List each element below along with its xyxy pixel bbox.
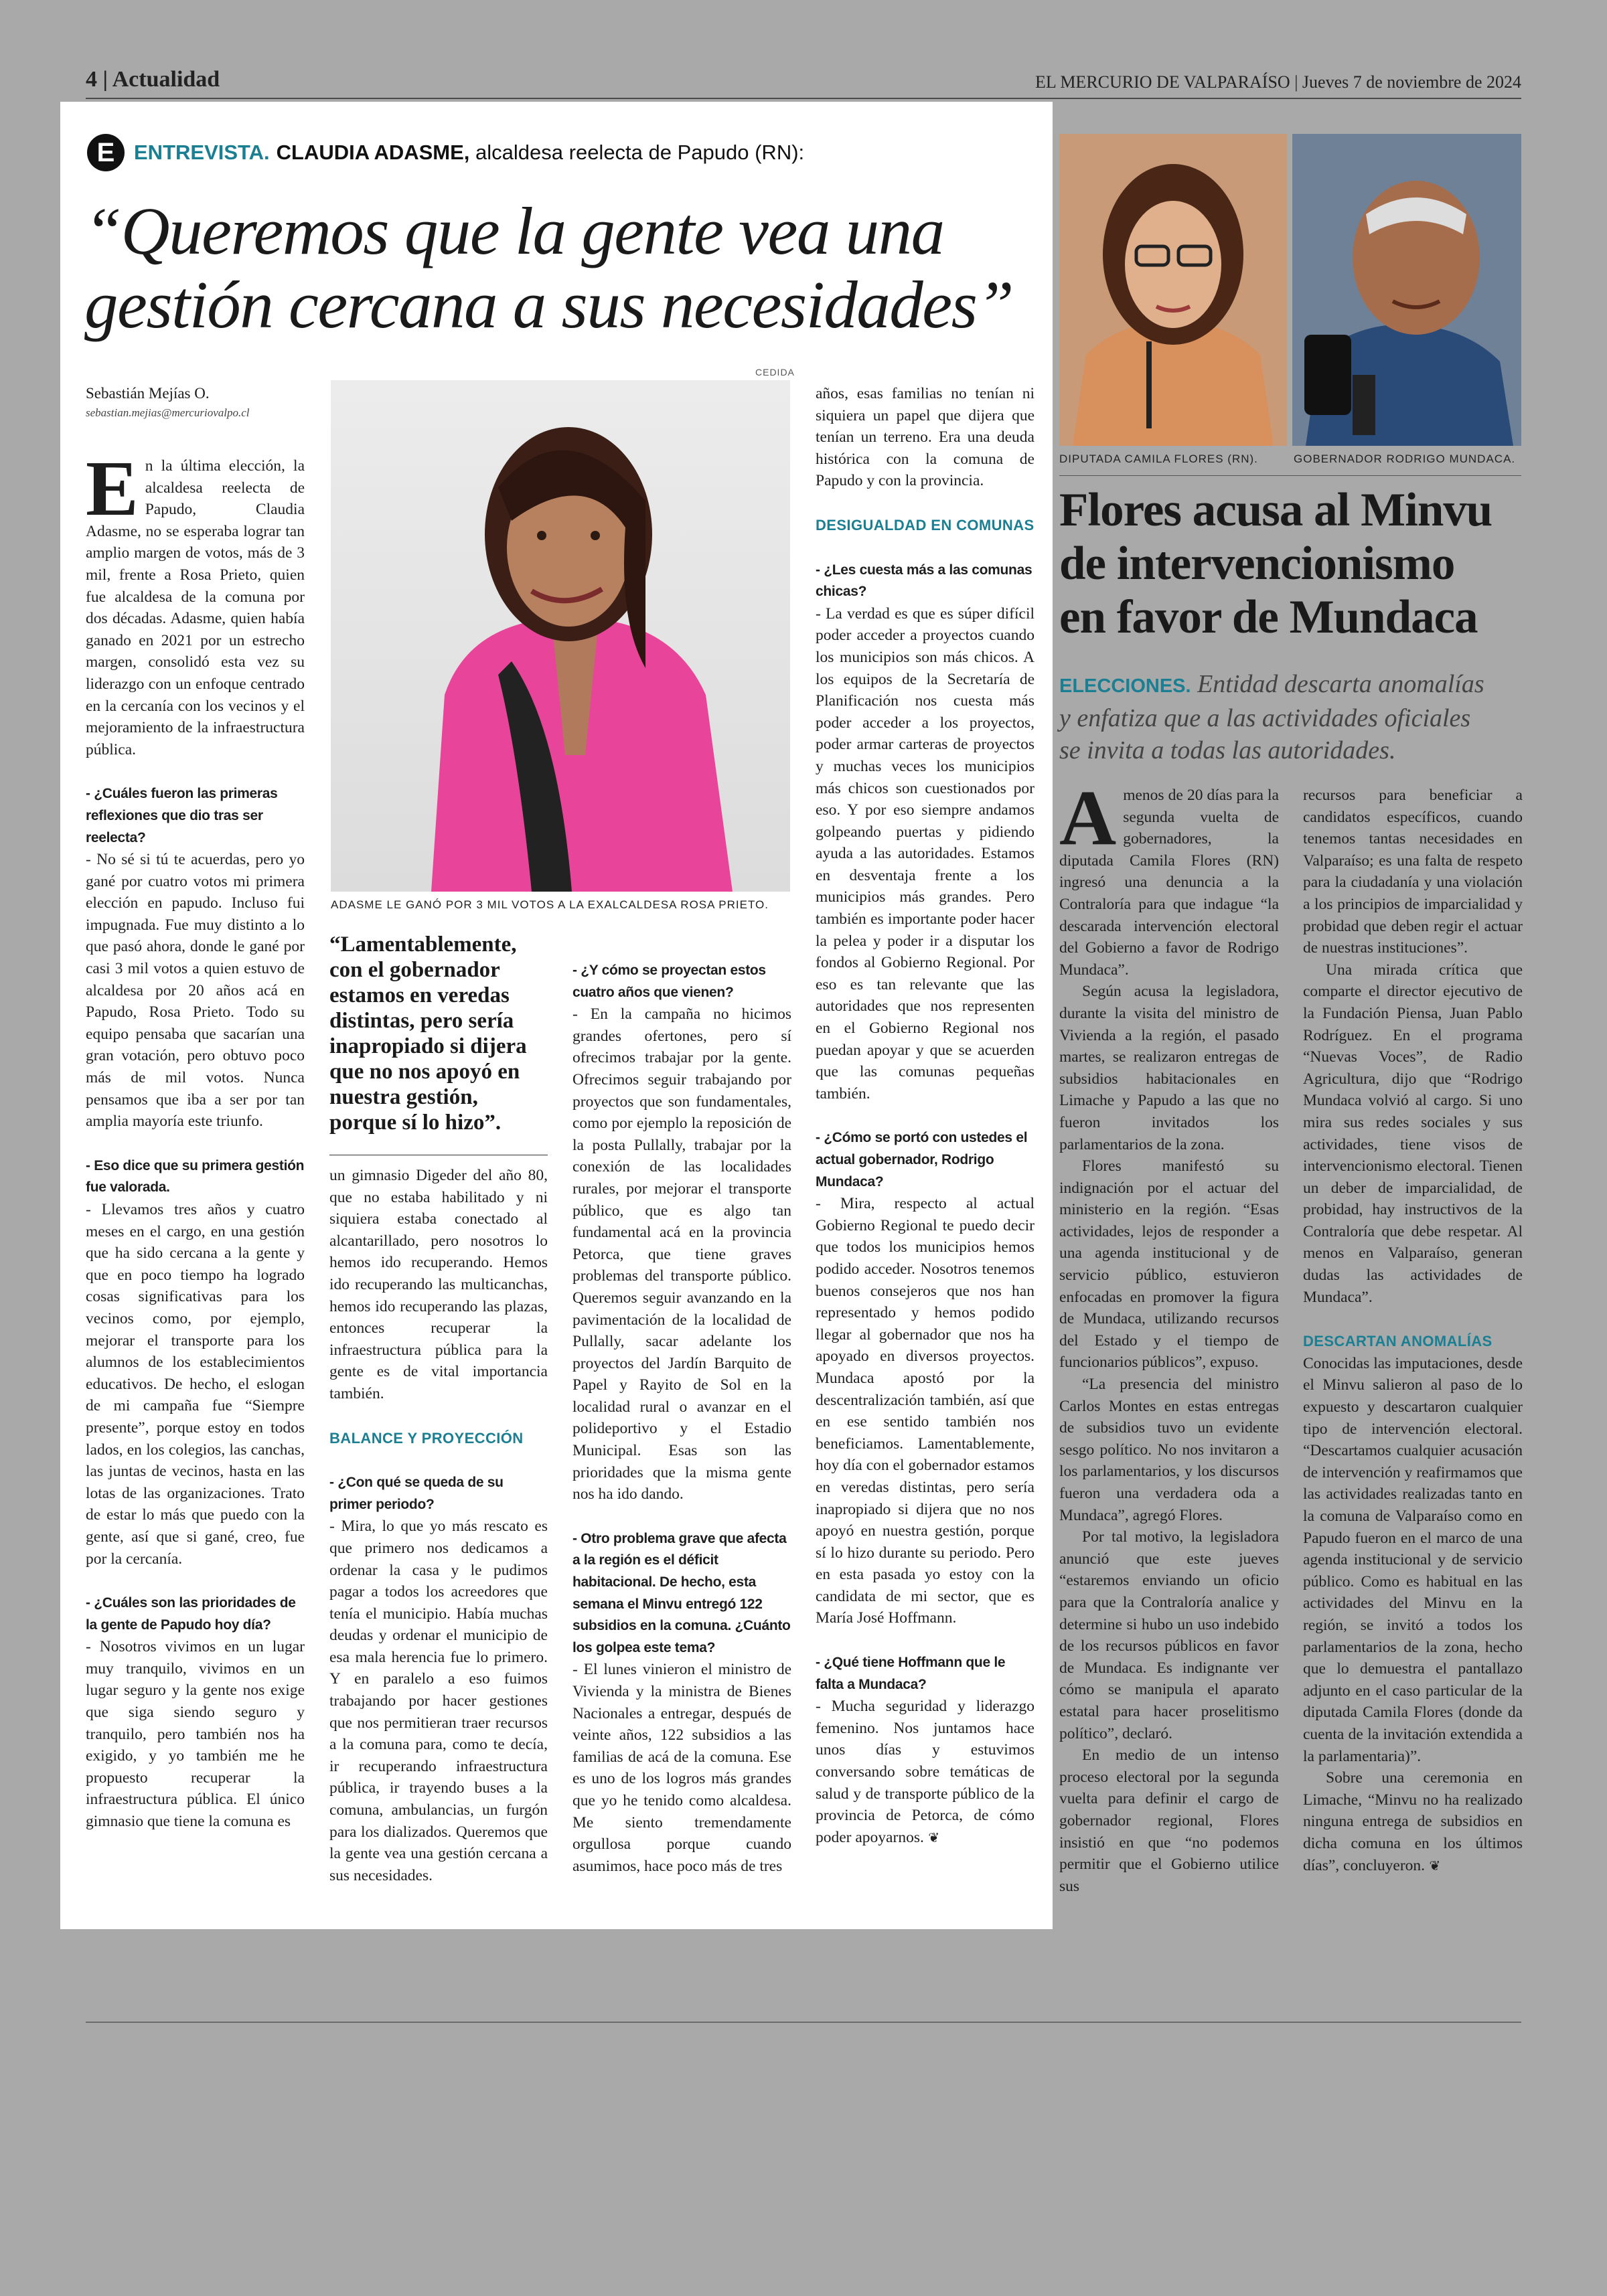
body-paragraph: - En la campaña no hicimos grandes ofertones, pero sí ofrecimos trabajar por la gente. Ofrecimos seguir trabajando por proyectos que son fundamentales, como por ejemplo la reposición de la posta Pullally, trabajar por la conexión de las localidades rurales, por mejorar el transporte público, que es algo tan fundamental acá en la provincia Petorca, que tiene graves problemas del transporte público. Queremos seguir avanzando en la pavimentación de la localidad de Pullally, sacar adelante los proyectos del Jardín Barquito de Papel y Rayito de Sol en la localidad rural o avanzar en el polideportivo y el Estadio Municipal. Esas son las prioridades que la misma gente nos ha ido dando. — [572, 1005, 791, 1503]
section-subhead: DESCARTAN ANOMALÍAS — [1303, 1333, 1493, 1350]
body-paragraph: En medio de un intenso proceso electoral por la segunda vuelta para definir el cargo de gobernador regional, Flores insistió en que “no podemos permitir que el Gobierno utilice sus — [1059, 1746, 1279, 1895]
page-number: 4 — [86, 67, 97, 92]
main-headline: “Queremos que la gente vea una gestión cercana a sus necesidades” — [84, 193, 1014, 342]
mundaca-portrait-illustration — [1292, 134, 1521, 446]
publication-name: EL MERCURIO DE VALPARAÍSO — [1035, 72, 1290, 92]
page-header-right: EL MERCURIO DE VALPARAÍSO | Jueves 7 de noviembre de 2024 — [1035, 72, 1521, 92]
lead-paragraph: En la última elección, la alcaldesa reelecta de Papudo, Claudia Adasme, no se esperaba lograr tan amplio margen de votos, más de 3 mil, frente a Rosa Prieto, quien fue alcaldesa de la comuna por dos décadas. Adasme, quien había ganado en 2021 por un estrecho margen, consolidó esta vez su liderazgo con un enfoque centrado en la cercanía con los vecinos y el mejoramiento de la infraestructura pública. — [86, 444, 305, 758]
body-paragraph: Flores manifestó su indignación por el actuar del ministerio en la región. “Esas actividades, lejos de responder a una agenda institucional y de servicio público, estuvieron enfocadas en promover la figura de Mundaca, utilizando recursos del Estado y el tiempo de funcionarios públicos”, expuso. — [1059, 1157, 1279, 1372]
interview-question: - ¿Les cuesta más a las comunas chicas? — [816, 562, 1032, 600]
page-header-left: 4 | Actualidad — [86, 67, 220, 92]
photo-rodrigo-mundaca — [1292, 134, 1521, 446]
body-paragraph: recursos para beneficiar a candidatos específicos, cuando tenemos tantas necesidades en Valparaíso; es una falta de respeto para la ciudadanía y una violación a los principios de imparcialidad y probidad que deben regir el actuar de nuestras instituciones”. — [1303, 787, 1523, 957]
main-col-2 — [329, 1165, 548, 1886]
drop-cap: E — [86, 444, 139, 532]
adasme-portrait-illustration — [331, 380, 790, 892]
body-paragraph: - Llevamos tres años y cuatro meses en el cargo, en una gestión que ha sido cercana a la gente y que en poco tiempo ha logrado cosas significativas para los vecinos como, por ejemplo, mejorar el transporte para los alumnos de los establecimientos educativos. De hecho, el eslogan de mi campaña fue “Siempre presente”, porque estoy en todos lados, en los colegios, las canchas, las juntas de vecinos, hasta en las lotas de las organizaciones. Trato de estar lo más que puedo con la gente, así que si gané, creo, fue por la cercanía. — [86, 1201, 305, 1568]
body-paragraph: años, esas familias no tenían ni siquiera un papel que dijera que tenían un terreno. Era una deuda histórica con la comuna de Papudo y con la provincia. — [816, 385, 1035, 490]
photo2-caption: GOBERNADOR RODRIGO MUNDACA. — [1294, 453, 1516, 465]
header-rule — [86, 98, 1521, 99]
section-subhead: DESIGUALDAD EN COMUNAS — [816, 516, 1035, 534]
body-paragraph: - Nosotros vivimos en un lugar muy tranquilo, vivimos en un lugar seguro y la gente nos exige que siga siendo seguro y tranquilo, pero también nos ha exigido, y yo también me he propuesto recuperar la infraestructura pública. El único gimnasio que tiene la comuna es — [86, 1638, 305, 1831]
end-mark-icon: ❦ — [923, 1829, 939, 1846]
body-paragraph: - El lunes vinieron el ministro de Vivienda y la ministra de Bienes Nacionales a entregar, después de veinte años, 122 subsidios a las familias de acá de la comuna. Ese es uno de los logros más grandes que yo he tenido como alcaldesa. Me siento tremendamente orgullosa porque cuando asumimos, hace poco más de tres — [572, 1661, 791, 1875]
interview-badge: E — [87, 134, 125, 171]
body-paragraph: - La verdad es que es súper difícil poder acceder a proyectos cuando los municipios son más chicos. A los equipos de la Secretaría de Planificación nos cuesta más poder acceder a los proyectos, poder armar carteras de proyectos y muchas veces los municipios más chicos son cuestionados por eso. Y por eso siempre andamos golpeando puertas y pidiendo ayuda a las autoridades. Estamos en desventaja frente a los municipios más grandes. Pero también es importante poder hacer la pelea y poder ir a disputar los fondos al Gobierno Regional. Por eso es tan relevante que las autoridades que nos representen en el Gobierno Regional nos puedan apoyar y que se acuerden que las comunas pequeñas también. — [816, 604, 1035, 1102]
pull-quote: “Lamentablemente, con el gobernador estamos en veredas distintas, pero sería inapropiado si dijera que no nos apoyó en nuestra gestión, porque sí lo hizo”. — [329, 932, 527, 1135]
interview-question: - ¿Cuáles son las prioridades de la gente de Papudo hoy día? — [86, 1595, 296, 1633]
kicker-rest: alcaldesa reelecta de Papudo (RN): — [469, 141, 805, 164]
photo-camila-flores — [1059, 134, 1287, 446]
main-col-4 — [816, 383, 1035, 1848]
section-subhead: BALANCE Y PROYECCIÓN — [329, 1429, 524, 1447]
kicker-tag: ENTREVISTA. — [134, 141, 270, 164]
body-paragraph: Una mirada crítica que comparte el director ejecutivo de la Fundación Piensa, Juan Pablo Rodríguez. En el programa “Nuevas Voces”, de Radio Agricultura, dijo que “Rodrigo Mundaca volvió al cargo. Si uno mira sus redes sociales y sus actividades, tiene visos de intervencionismo electoral. Tienen un deber de imparcialidad, de probidad, hay instructivos de la Contraloría que debe respetar. Al menos en Valparaíso, generan dudas las actividades de Mundaca”. — [1303, 961, 1523, 1306]
body-paragraph: Sobre una ceremonia en Limache, “Minvu no ha realizado ninguna entrega de subsidios en dicha comuna en los últimos días”, concluyeron. ❦ — [1303, 1769, 1523, 1874]
main-col-1 — [86, 444, 305, 1833]
body-paragraph: - Mira, lo que yo más rescato es que primero nos dedicamos a ordenar la casa y le pudimos pagar a todos los acreedores que tenía el municipio. Había muchas deudas y ordenar el municipio de esa mala herencia fue lo primero. Y en paralelo a eso fuimos trabajando por hacer gestiones que nos permitieran traer recursos a la comuna para, como te decía, ir recuperando infraestructura pública, ir trayendo buses a la comuna, ambulancias, un furgón para los dializados. Queremos que la gente vea una gestión cercana a sus necesidades. — [329, 1518, 548, 1884]
interview-question: - ¿Con qué se queda de su primer periodo? — [329, 1475, 504, 1512]
interview-question: - Eso dice que su primera gestión fue valorada. — [86, 1157, 305, 1196]
side-kicker-tag: ELECCIONES. — [1059, 675, 1191, 697]
interview-question: - ¿Cuáles fueron las primeras reflexiones que dio tras ser reelecta? — [86, 786, 278, 845]
drop-cap: A — [1059, 774, 1117, 862]
kicker-name: CLAUDIA ADASME, — [276, 141, 470, 164]
author-name: Sebastián Mejías O. — [86, 385, 210, 402]
body-paragraph: Según acusa la legisladora, durante la visita del ministro de Vivienda a la región, el pasado martes, se realizaron entregas de subsidios habitacionales en Limache y Papudo a las que no fueron invitados los parlamentarios de la zona. — [1059, 983, 1279, 1153]
publication-date: Jueves 7 de noviembre de 2024 — [1302, 72, 1521, 92]
side-deck: ELECCIONES. Entidad descarta anomalías y enfatiza que a las actividades oficiales se invita a todas las autoridades. — [1059, 670, 1484, 764]
body-paragraph: Por tal motivo, la legisladora anunció que este jueves “estaremos enviando un oficio para que la Contraloría analice y determine si hubo un uso indebido de los recursos públicos en favor de Mundaca. Es indignante ver cómo se manipula el aparato estatal para hacer proselitismo político”, declaró. — [1059, 1528, 1279, 1742]
main-col-3 — [572, 937, 791, 1877]
interview-question: - Otro problema grave que afecta a la región es el déficit habitacional. De hecho, esta semana el Minvu entregó 122 subsidios en la comuna. ¿Cuánto los golpea este tema? — [572, 1530, 791, 1655]
side-col-2 — [1303, 785, 1523, 1876]
body-paragraph: - Mira, respecto al actual Gobierno Regional te puedo decir que todos los municipios hemos podido acceder. Nosotros tenemos buenos consejeros que nos han representado y hemos podido llegar al gobernador que nos ha apoyado en diversos proyectos. Mundaca apostó por la descentralización también, así que en ese sentido también nos beneficiamos. Lamentablemente, hoy día con el gobernador estamos en veredas distintas, pero sería inapropiado si dijera que no nos apoyó en nuestra gestión, porque sí lo hizo durante su periodo. Pero en esta pasada yo estoy con la candidata de mi sector, que es María José Hoffmann. — [816, 1195, 1035, 1627]
photo-caption: ADASME LE GANÓ POR 3 MIL VOTOS A LA EXALCALDESA ROSA PRIETO. — [331, 898, 769, 911]
author-block — [86, 385, 307, 420]
interview-question: - ¿Qué tiene Hoffmann que le falta a Mundaca? — [816, 1655, 1006, 1692]
interview-question: - ¿Y cómo se proyectan estos cuatro años que vienen? — [572, 963, 766, 1000]
side-headline-rule — [1059, 475, 1521, 476]
lead-paragraph: A menos de 20 días para la segunda vuelta de gobernadores, la diputada Camila Flores (RN) ingresó una denuncia a la Contraloría para que indague “la descarada intervención electoral del Gobierno a favor de Rodrigo Mundaca”. — [1059, 774, 1279, 979]
body-paragraph: - No sé si tú te acuerdas, pero yo gané por cuatro votos mi primera elección en papudo. Incluso fui impugnada. Fue muy distinto a lo que pasó ahora, donde le gané por casi 3 mil votos a quien estuvo de alcaldesa por 20 años acá en Papudo, Rosa Prieto. Todo su equipo pensaba que sacarían una gran votación, pero obtuvo poco más de mil votos. Nunca pensamos que iba a ser por tan amplia mayoría este triunfo. — [86, 851, 305, 1131]
author-email: sebastian.mejias@mercuriovalpo.cl — [86, 406, 250, 419]
side-col-1 — [1059, 774, 1279, 1897]
body-paragraph: Conocidas las imputaciones, desde el Minvu salieron al paso de lo expuesto y descartaron cualquier tipo de intervención electoral. “Descartamos cualquier acusación de intervención y reafirmamos que las actividades realizadas tanto en la comuna de Valparaíso como en Papudo fueron en el marco de una agenda institucional y de servicio público. Como es habitual en las actividades del Minvu en la región, se invitó a todos los parlamentarios de la zona, hecho que lo demuestra el pantallazo adjunto en el caso particular de la diputada Camila Flores (donde da cuenta de la invitación extendida a la parlamentaria)”. — [1303, 1354, 1523, 1765]
photo-credit: CEDIDA — [755, 367, 795, 378]
end-mark-icon: ❦ — [1425, 1857, 1441, 1874]
section-name: Actualidad — [112, 67, 220, 92]
side-headline: Flores acusa al Minvu de intervencionismo en favor de Mundaca — [1059, 484, 1493, 643]
main-kicker — [87, 133, 804, 173]
body-paragraph: un gimnasio Digeder del año 80, que no estaba habilitado y ni siquiera estaba conectado al alcantarillado, pero nosotros lo hemos ido recuperando. Hemos ido recuperando las multicanchas, hemos ido recuperando las plazas, entonces recuperar la infraestructura pública para la gente es de vital importancia también. — [329, 1167, 548, 1402]
flores-portrait-illustration — [1059, 134, 1287, 446]
body-paragraph: - Mucha seguridad y liderazgo femenino. Nos juntamos hace unos días y estuvimos conversando sobre temáticas de salud y de transporte público de la provincia de Petorca, de cómo poder apoyarnos. ❦ — [816, 1698, 1035, 1846]
photo1-caption: DIPUTADA CAMILA FLORES (RN). — [1059, 453, 1258, 465]
footer-rule — [86, 2022, 1521, 2023]
adasme-photo — [331, 380, 790, 892]
interview-question: - ¿Cómo se portó con ustedes el actual gobernador, Rodrigo Mundaca? — [816, 1130, 1028, 1190]
body-paragraph: “La presencia del ministro Carlos Montes en estas entregas de subsidios tuvo un evidente sesgo político. No nos invitaron a los parlamentarios, y los discursos fueron una verdadera oda a Mundaca”, agregó Flores. — [1059, 1376, 1279, 1524]
